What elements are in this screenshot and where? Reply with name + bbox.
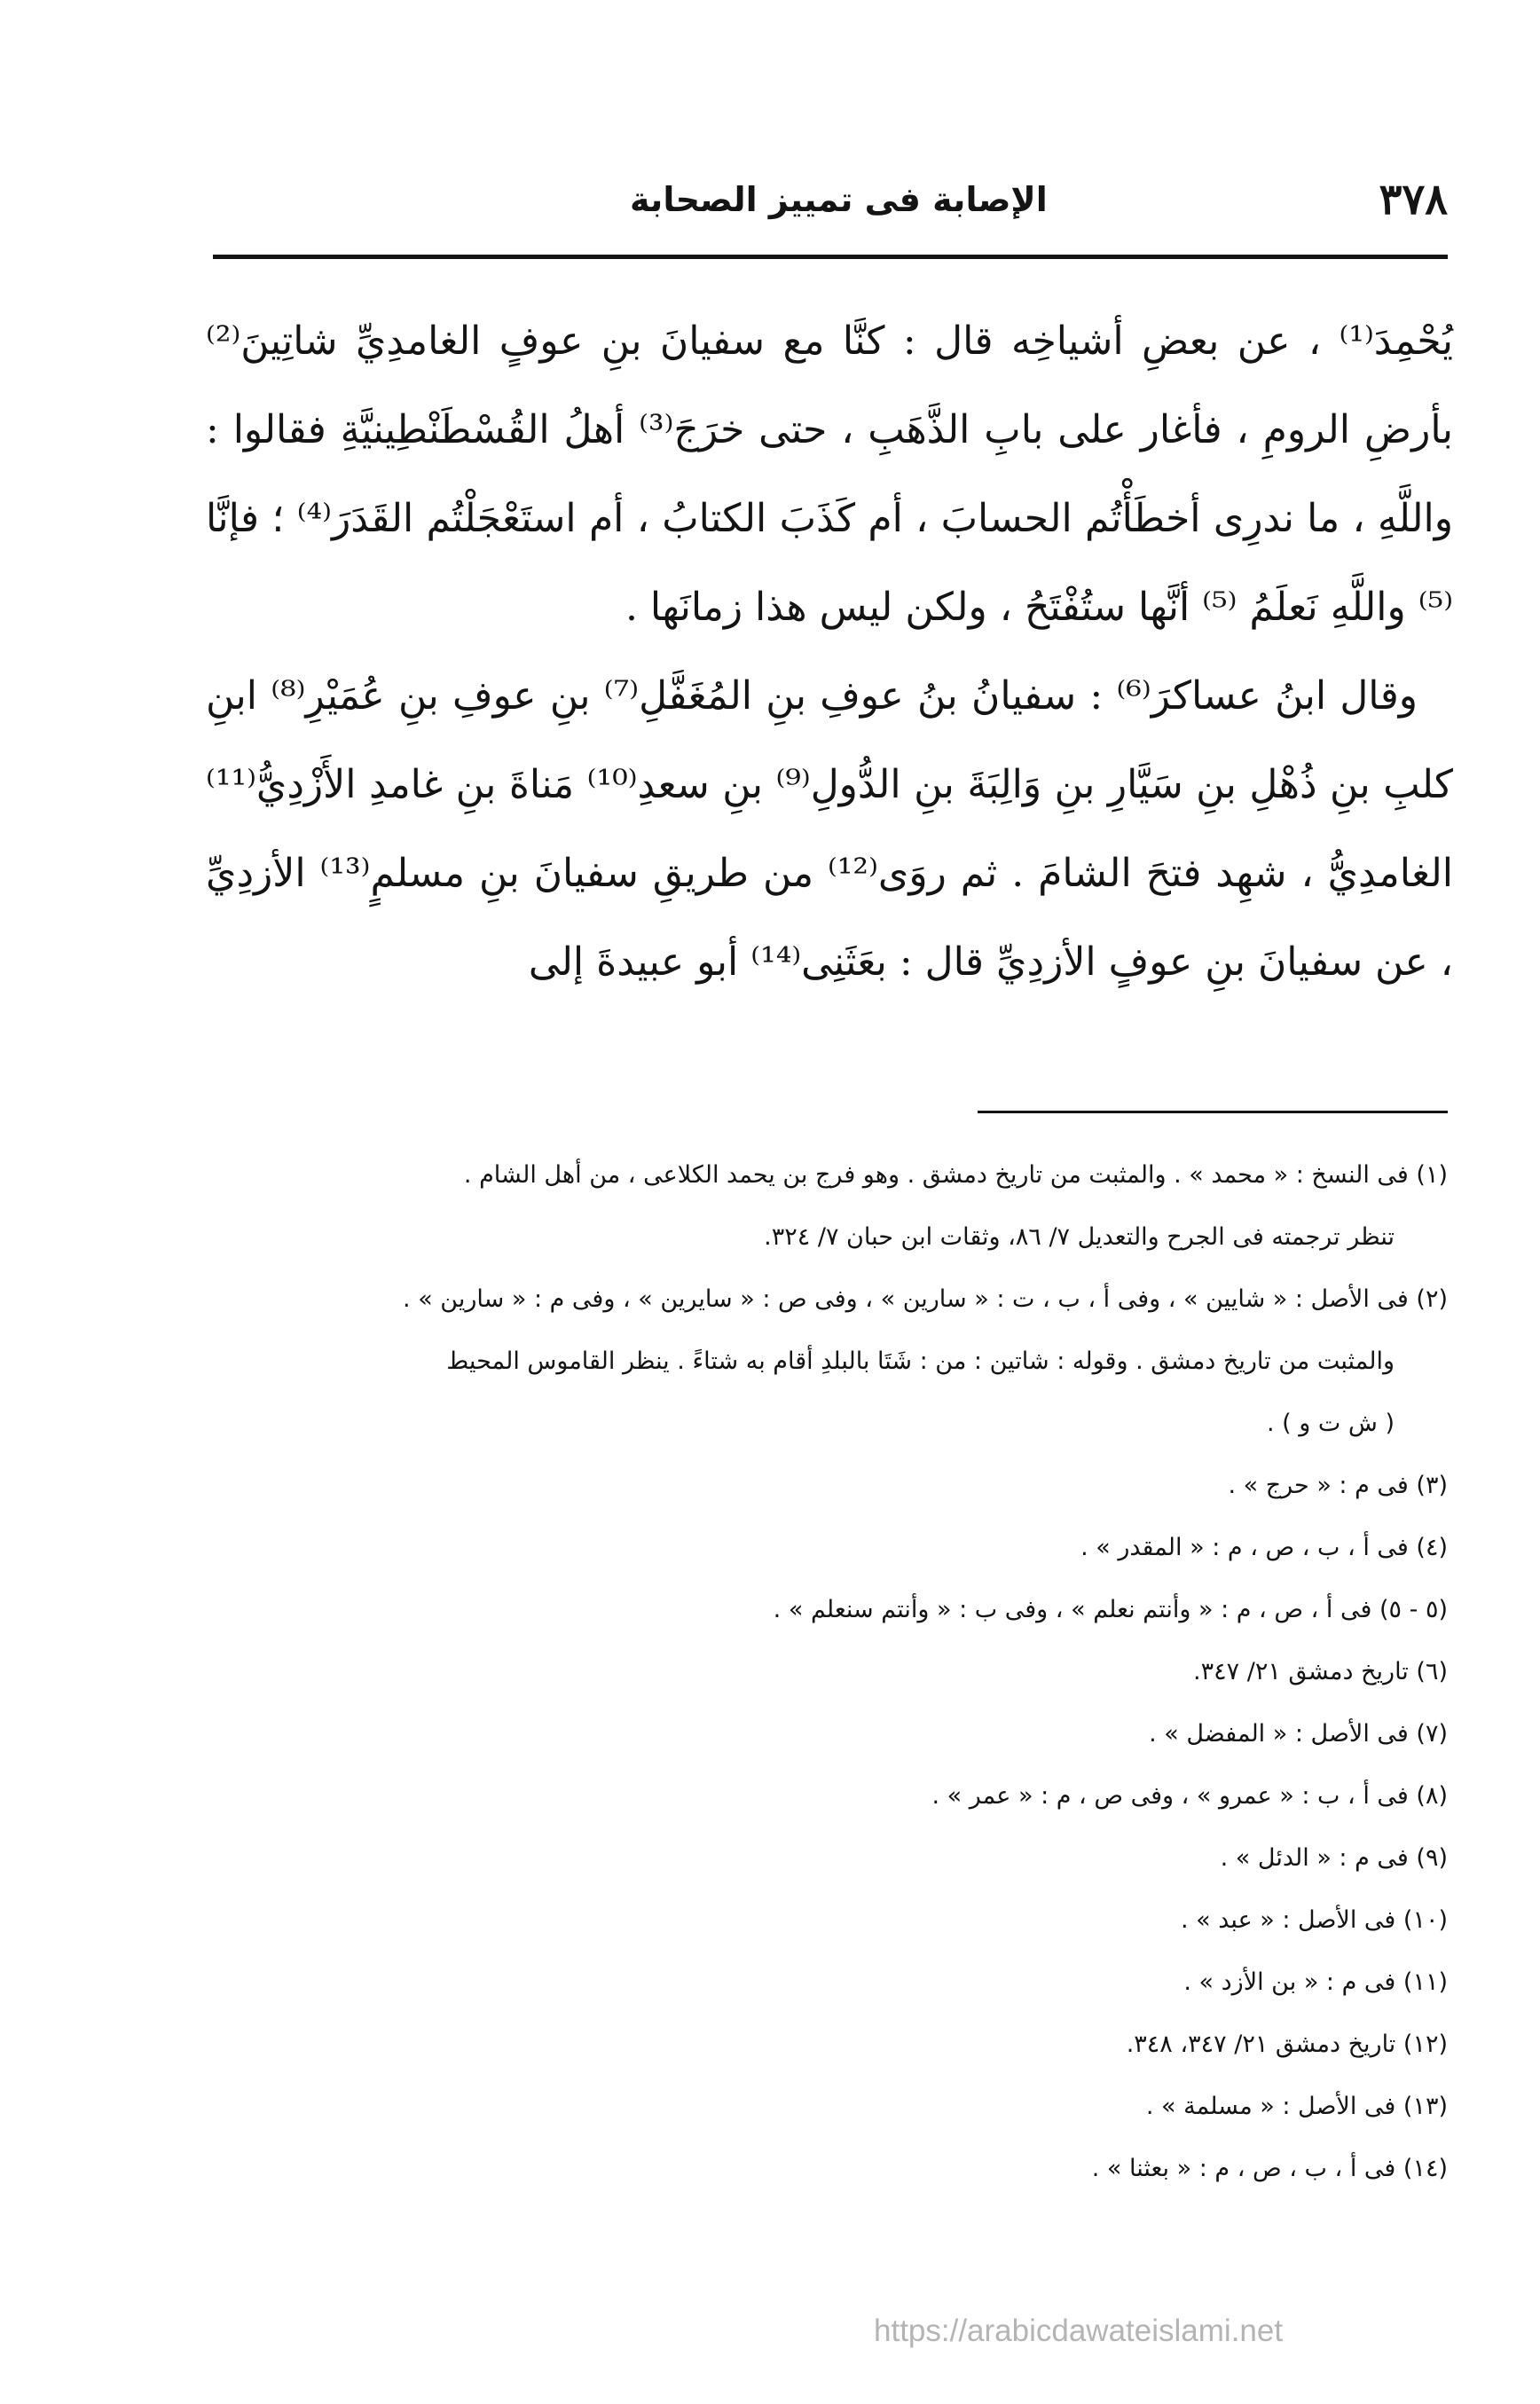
paragraph-1: يُحْمِدَ⁽¹⁾ ، عن بعضِ أشياخِه قال : كنَّا مع سفيانَ بنِ عوفٍ الغامدِيِّ شاتِينَ⁽²⁾ بأرضِ الرومِ ، فأغار على بابِ الذَّهَبِ ، حتى خرَجَ⁽³⁾ أهلُ القُسْطَنْطِينيَّةِ فقالوا : واللَّهِ ، ما ندرِى أخطَأْتُم الحسابَ ، أم كَذَبَ الكتابُ ، أم استَعْجَلْتُم القَدَرَ⁽⁴⁾ ؛ فإنَّا ⁽⁵⁾ واللَّهِ نَعلَمُ ⁽⁵⁾ أنَّها ستُفْتَحُ ، ولكن ليس هذا زمانَها . xyxy=(206,318,1453,630)
paragraph-2: وقال ابنُ عساكرَ⁽⁶⁾ : سفيانُ بنُ عوفِ بنِ المُغَفَّلِ⁽⁷⁾ بنِ عوفِ بنِ عُمَيْرِ⁽⁸⁾ ابنِ كلبِ بنِ ذُهْلِ بنِ سَيَّارِ بنِ وَالِبَةَ بنِ الدُّولِ⁽⁹⁾ بنِ سعدِ⁽¹⁰⁾ مَناةَ بنِ غامدِ الأَزْدِيُّ⁽¹¹⁾ الغامدِيُّ ، شهِد فتحَ الشامَ . ثم روَى⁽¹²⁾ من طريقِ سفيانَ بنِ مسلمٍ⁽¹³⁾ الأزدِيِّ ، عن سفيانَ بنِ عوفٍ الأزدِيِّ قال : بعَثَنِى⁽¹⁴⁾ أبو عبيدةَ إلى xyxy=(206,673,1453,985)
footnote-4: (٤) فى أ ، ب ، ص ، م : « المقدر » . xyxy=(1080,1534,1448,1561)
footnote-8: (٨) فى أ ، ب : « عمرو » ، وفى ص ، م : « عمر » . xyxy=(931,1782,1448,1810)
footnote-6: (٦) تاريخ دمشق ٢١/ ٣٤٧. xyxy=(1193,1658,1448,1685)
footnote-2-continued: والمثبت من تاريخ دمشق . وقوله : شاتين : من : شَتَا بالبلدِ أقام به شتاءً . ينظر القاموس المحيط xyxy=(446,1347,1395,1375)
footnote-rule xyxy=(978,1111,1448,1113)
footnote-9: (٩) فى م : « الدئل » . xyxy=(1220,1844,1448,1872)
footnote-2: (٢) فى الأصل : « شايين » ، وفى أ ، ب ، ت : « سارين » ، وفى ص : « سايرين » ، وفى م : « سارين » . xyxy=(403,1285,1448,1313)
footnote-1: (١) فى النسخ : « محمد » . والمثبت من تاريخ دمشق . وهو فرج بن يحمد الكلاعى ، من أهل الشام . xyxy=(463,1161,1448,1189)
footnote-7: (٧) فى الأصل : « المفضل » . xyxy=(1149,1720,1448,1748)
footnote-1-continued: تنظر ترجمته فى الجرح والتعديل ٧/ ٨٦، وثقات ابن حبان ٧/ ٣٢٤. xyxy=(764,1223,1395,1251)
main-text xyxy=(206,297,1453,1007)
footnote-3: (٣) فى م : « حرج » . xyxy=(1228,1472,1448,1499)
watermark-url: https://arabicdawateislami.net xyxy=(874,2314,1284,2348)
header-rule xyxy=(213,255,1448,259)
footnote-14: (١٤) فى أ ، ب ، ص ، م : « بعثنا » . xyxy=(1091,2155,1448,2182)
footnote-5: (٥ - ٥) فى أ ، ص ، م : « وأنتم نعلم » ، وفى ب : « وأنتم سنعلم » . xyxy=(773,1596,1448,1623)
page-number: ٣٧٨ xyxy=(1379,175,1448,224)
footnote-11: (١١) فى م : « بن الأزد » . xyxy=(1183,1968,1448,1996)
footnote-13: (١٣) فى الأصل : « مسلمة » . xyxy=(1145,2093,1448,2120)
footnote-2-continued-2: ( ش ت و ) . xyxy=(1267,1410,1395,1437)
footnote-12: (١٢) تاريخ دمشق ٢١/ ٣٤٧، ٣٤٨. xyxy=(1126,2031,1448,2058)
footnote-10: (١٠) فى الأصل : « عبد » . xyxy=(1180,1906,1448,1934)
page-header xyxy=(213,173,1448,226)
running-title: الإصابة فى تمييز الصحابة xyxy=(630,180,1048,219)
footnotes xyxy=(213,1144,1448,2200)
